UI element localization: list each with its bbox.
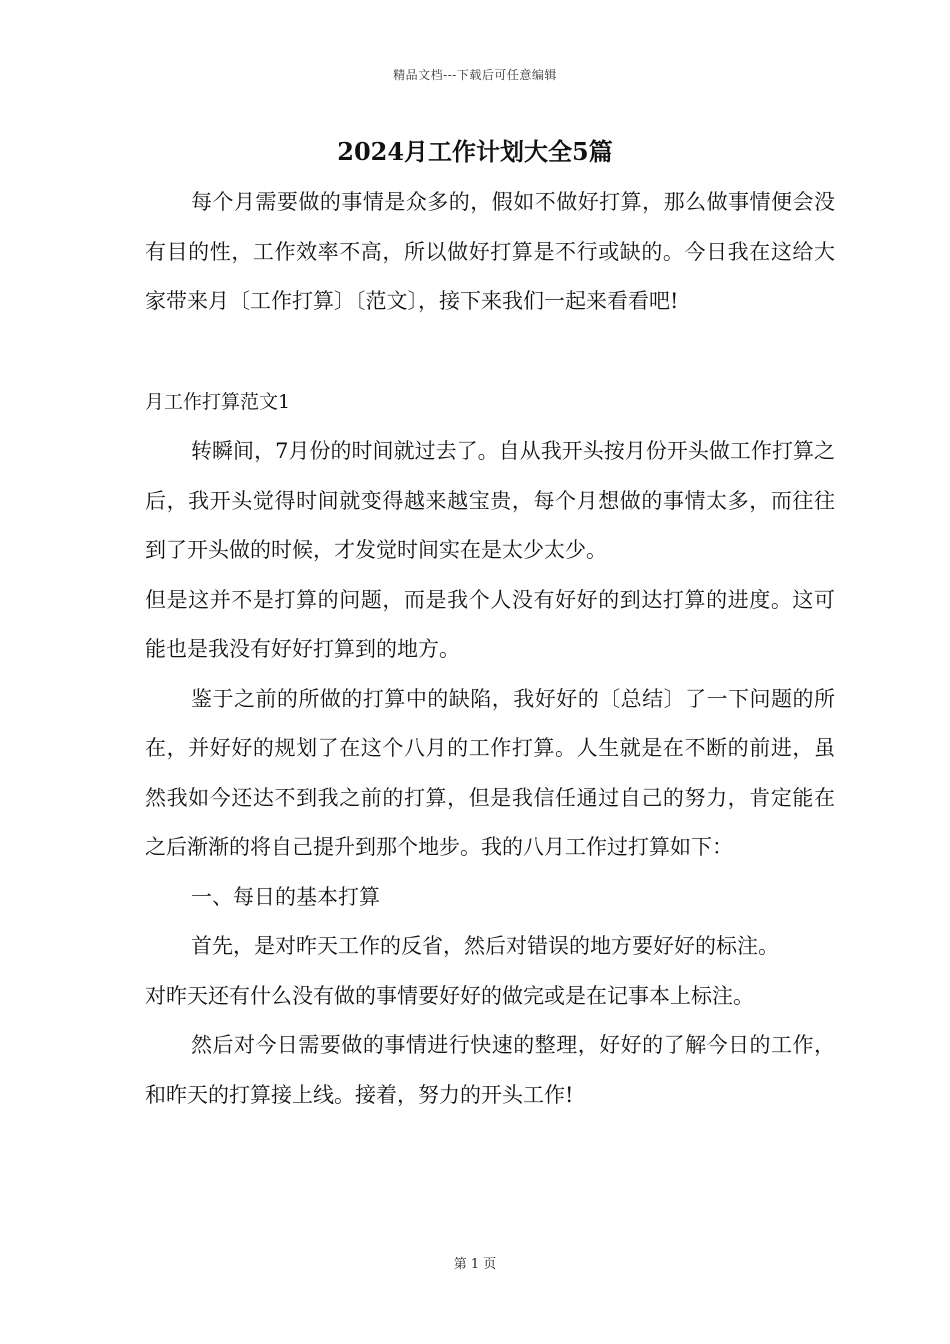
body-paragraph: 鉴于之前的所做的打算中的缺陷，我好好的〔总结〕了一下问题的所在，并好好的规划了在这个八月的工作打算。人生就是在不断的前进，虽然我如今还达不到我之前的打算，但是我信任通过自己的努力，肯定能在之后渐渐的将自己提升到那个地步。我的八月工作过打算如下： — [145, 686, 835, 859]
page-header: 精品文档---下载后可任意编辑 — [393, 68, 557, 82]
page-number: 第 1 页 — [453, 1257, 497, 1272]
body-paragraph: 对昨天还有什么没有做的事情要好好的做完或是在记事本上标注。 — [145, 983, 754, 1008]
intro-paragraph: 每个月需要做的事情是众多的，假如不做好打算，那么做事情便会没有目的性，工作效率不高，所以做好打算是不行或缺的。今日我在这给大家带来月〔工作打算〕〔范文〕，接下来我们一起来看看吧! — [145, 190, 835, 313]
subheading-daily-plan: 一、每日的基本打算 — [191, 884, 380, 909]
document-title: 2024月工作计划大全5篇 — [337, 137, 613, 166]
section-heading: 月工作打算范文1 — [145, 390, 291, 413]
document-body — [145, 178, 835, 1120]
body-paragraph: 转瞬间，7月份的时间就过去了。自从我开头按月份开头做工作打算之后，我开头觉得时间就变得越来越宝贵，每个月想做的事情太多，而往往到了开头做的时候，才发觉时间实在是太少太少。 — [145, 439, 835, 562]
body-paragraph: 然后对今日需要做的事情进行快速的整理，好好的了解今日的工作，和昨天的打算接上线。接着，努力的开头工作! — [145, 1033, 835, 1107]
body-paragraph: 首先，是对昨天工作的反省，然后对错误的地方要好好的标注。 — [191, 934, 779, 958]
body-paragraph: 但是这并不是打算的问题，而是我个人没有好好的到达打算的进度。这可能也是我没有好好打算到的地方。 — [145, 587, 835, 661]
